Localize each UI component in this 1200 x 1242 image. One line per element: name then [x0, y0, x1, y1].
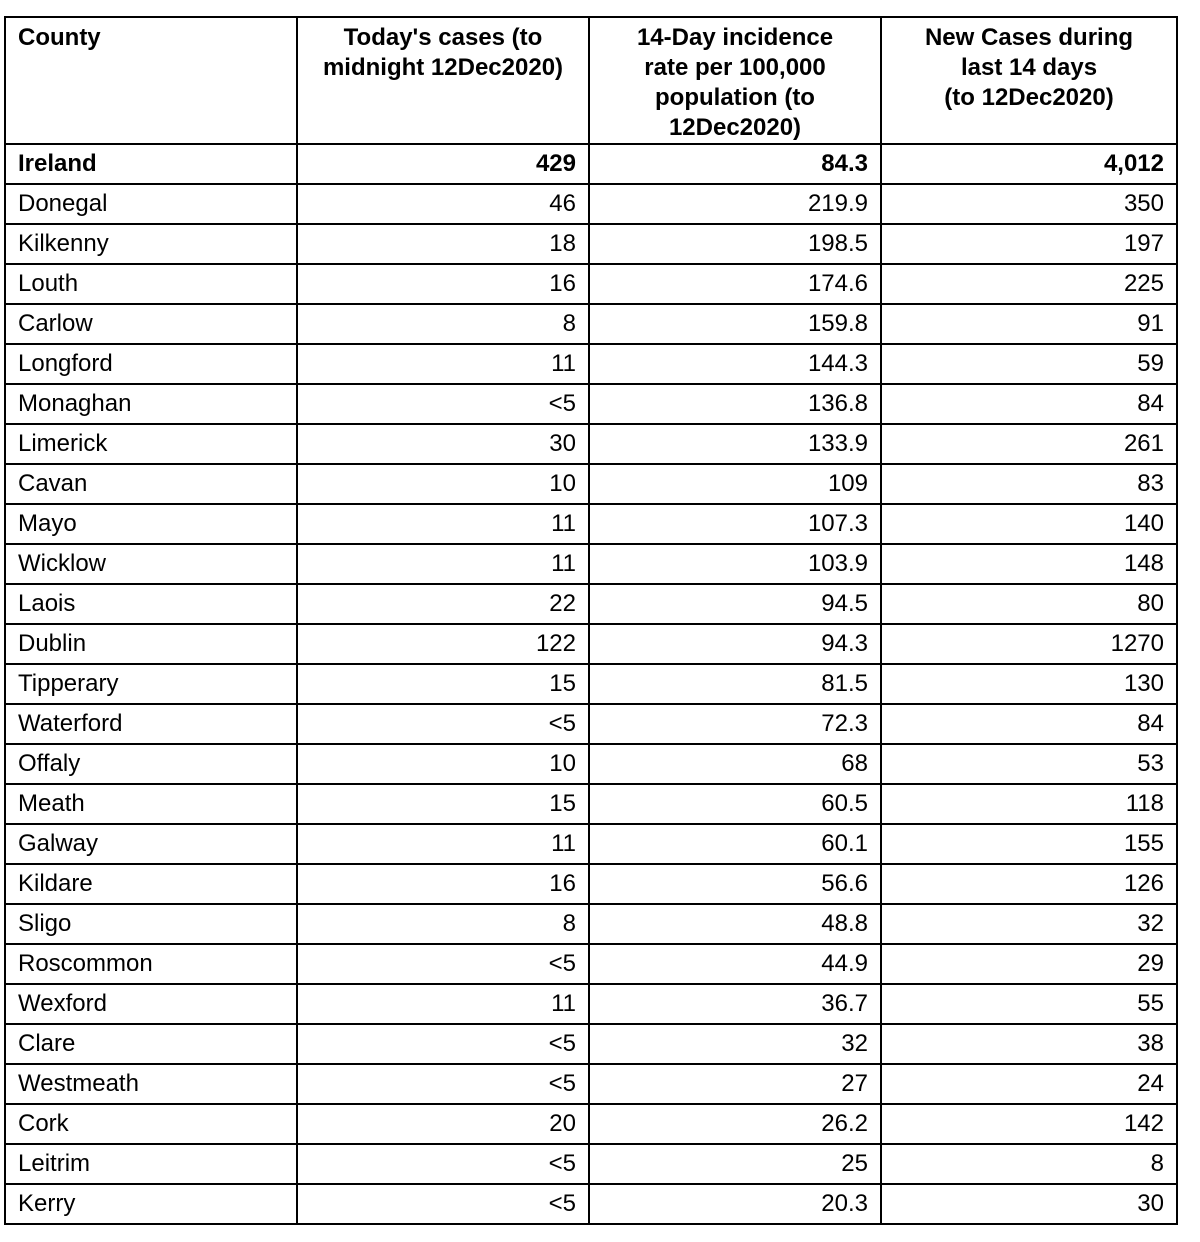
header-line: (to 12Dec2020) — [944, 84, 1114, 111]
county-cell: Kerry — [5, 1184, 297, 1224]
new-cases-cell: 1270 — [881, 624, 1177, 664]
new-cases-cell: 142 — [881, 1104, 1177, 1144]
new-cases-cell: 8 — [881, 1144, 1177, 1184]
table-row — [5, 1064, 1177, 1104]
county-cell: Dublin — [5, 624, 297, 664]
incidence-rate-cell: 133.9 — [589, 424, 881, 464]
todays-cases-cell: <5 — [297, 704, 589, 744]
table-body — [5, 144, 1177, 1224]
new-cases-cell: 24 — [881, 1064, 1177, 1104]
incidence-rate-cell: 32 — [589, 1024, 881, 1064]
incidence-rate-cell: 159.8 — [589, 304, 881, 344]
county-cell: Offaly — [5, 744, 297, 784]
county-cell: Donegal — [5, 184, 297, 224]
table-row — [5, 664, 1177, 704]
todays-cases-cell: 11 — [297, 344, 589, 384]
table-row — [5, 384, 1177, 424]
incidence-rate-cell: 20.3 — [589, 1184, 881, 1224]
county-cell: Clare — [5, 1024, 297, 1064]
county-cell: Limerick — [5, 424, 297, 464]
todays-cases-cell: 15 — [297, 784, 589, 824]
new-cases-cell: 130 — [881, 664, 1177, 704]
header-line: midnight 12Dec2020) — [322, 54, 564, 81]
incidence-rate-cell: 60.5 — [589, 784, 881, 824]
new-cases-cell: 53 — [881, 744, 1177, 784]
table-row — [5, 344, 1177, 384]
table-row — [5, 864, 1177, 904]
incidence-rate-cell: 107.3 — [589, 504, 881, 544]
header-incidence-rate — [589, 17, 881, 144]
new-cases-cell: 140 — [881, 504, 1177, 544]
incidence-rate-cell: 109 — [589, 464, 881, 504]
county-cell: Sligo — [5, 904, 297, 944]
incidence-rate-cell: 27 — [589, 1064, 881, 1104]
header-line: 14-Day incidence — [636, 24, 834, 51]
todays-cases-cell: 16 — [297, 264, 589, 304]
new-cases-cell: 118 — [881, 784, 1177, 824]
header-line: County — [18, 24, 101, 51]
todays-cases-cell: 8 — [297, 304, 589, 344]
todays-cases-cell: <5 — [297, 1064, 589, 1104]
new-cases-cell: 59 — [881, 344, 1177, 384]
incidence-rate-cell: 136.8 — [589, 384, 881, 424]
todays-cases-cell: <5 — [297, 1144, 589, 1184]
todays-cases-cell: 11 — [297, 984, 589, 1024]
todays-cases-cell: <5 — [297, 1184, 589, 1224]
incidence-rate-cell: 60.1 — [589, 824, 881, 864]
todays-cases-cell: 18 — [297, 224, 589, 264]
new-cases-cell: 29 — [881, 944, 1177, 984]
header-county — [5, 17, 297, 144]
todays-cases-cell: 20 — [297, 1104, 589, 1144]
header-line: population (to — [655, 84, 815, 111]
todays-cases-cell: 11 — [297, 504, 589, 544]
covid-county-table — [4, 16, 1178, 1225]
todays-cases-cell: 15 — [297, 664, 589, 704]
header-row — [5, 17, 1177, 144]
header-line: rate per 100,000 — [644, 54, 826, 81]
table-row — [5, 744, 1177, 784]
todays-cases-cell: <5 — [297, 944, 589, 984]
table-row — [5, 784, 1177, 824]
new-cases-cell: 84 — [881, 704, 1177, 744]
new-cases-cell: 80 — [881, 584, 1177, 624]
table-row — [5, 304, 1177, 344]
county-cell: Monaghan — [5, 384, 297, 424]
table-row-total — [5, 144, 1177, 184]
county-cell: Cork — [5, 1104, 297, 1144]
new-cases-cell: 225 — [881, 264, 1177, 304]
incidence-rate-cell: 103.9 — [589, 544, 881, 584]
table-row — [5, 944, 1177, 984]
table-row — [5, 424, 1177, 464]
header-new-cases-14-days — [881, 17, 1177, 144]
new-cases-cell: 126 — [881, 864, 1177, 904]
header-line: 12Dec2020) — [668, 114, 802, 141]
todays-cases-cell: 122 — [297, 624, 589, 664]
total-incidence-rate-cell: 84.3 — [589, 144, 881, 184]
table-row — [5, 704, 1177, 744]
new-cases-cell: 91 — [881, 304, 1177, 344]
new-cases-cell: 83 — [881, 464, 1177, 504]
header-line: New Cases during — [924, 24, 1134, 51]
county-cell: Waterford — [5, 704, 297, 744]
table-row — [5, 1024, 1177, 1064]
table-header — [5, 17, 1177, 144]
table-row — [5, 264, 1177, 304]
incidence-rate-cell: 174.6 — [589, 264, 881, 304]
county-cell: Wicklow — [5, 544, 297, 584]
new-cases-cell: 32 — [881, 904, 1177, 944]
incidence-rate-cell: 56.6 — [589, 864, 881, 904]
incidence-rate-cell: 94.3 — [589, 624, 881, 664]
todays-cases-cell: <5 — [297, 384, 589, 424]
county-cell: Kildare — [5, 864, 297, 904]
incidence-rate-cell: 25 — [589, 1144, 881, 1184]
table-row — [5, 464, 1177, 504]
new-cases-cell: 84 — [881, 384, 1177, 424]
incidence-rate-cell: 219.9 — [589, 184, 881, 224]
todays-cases-cell: 11 — [297, 824, 589, 864]
county-cell: Louth — [5, 264, 297, 304]
table-row — [5, 184, 1177, 224]
header-line: last 14 days — [960, 54, 1098, 81]
incidence-rate-cell: 48.8 — [589, 904, 881, 944]
header-todays-cases — [297, 17, 589, 144]
county-cell: Tipperary — [5, 664, 297, 704]
total-todays-cases-cell: 429 — [297, 144, 589, 184]
table-row — [5, 984, 1177, 1024]
todays-cases-cell: 46 — [297, 184, 589, 224]
new-cases-cell: 38 — [881, 1024, 1177, 1064]
todays-cases-cell: 11 — [297, 544, 589, 584]
county-cell: Cavan — [5, 464, 297, 504]
county-cell: Kilkenny — [5, 224, 297, 264]
incidence-rate-cell: 198.5 — [589, 224, 881, 264]
total-county-cell: Ireland — [5, 144, 297, 184]
incidence-rate-cell: 68 — [589, 744, 881, 784]
incidence-rate-cell: 144.3 — [589, 344, 881, 384]
table-row — [5, 224, 1177, 264]
table-row — [5, 544, 1177, 584]
incidence-rate-cell: 26.2 — [589, 1104, 881, 1144]
incidence-rate-cell: 94.5 — [589, 584, 881, 624]
county-cell: Westmeath — [5, 1064, 297, 1104]
table-row — [5, 1144, 1177, 1184]
table-row — [5, 584, 1177, 624]
table-row — [5, 504, 1177, 544]
county-cell: Wexford — [5, 984, 297, 1024]
incidence-rate-cell: 36.7 — [589, 984, 881, 1024]
todays-cases-cell: 30 — [297, 424, 589, 464]
new-cases-cell: 197 — [881, 224, 1177, 264]
covid-county-table-container — [4, 16, 1178, 1225]
new-cases-cell: 55 — [881, 984, 1177, 1024]
county-cell: Longford — [5, 344, 297, 384]
todays-cases-cell: 10 — [297, 464, 589, 504]
todays-cases-cell: 8 — [297, 904, 589, 944]
todays-cases-cell: 22 — [297, 584, 589, 624]
incidence-rate-cell: 72.3 — [589, 704, 881, 744]
county-cell: Leitrim — [5, 1144, 297, 1184]
total-new-cases-cell: 4,012 — [881, 144, 1177, 184]
incidence-rate-cell: 81.5 — [589, 664, 881, 704]
county-cell: Carlow — [5, 304, 297, 344]
todays-cases-cell: 16 — [297, 864, 589, 904]
county-cell: Meath — [5, 784, 297, 824]
table-row — [5, 1184, 1177, 1224]
county-cell: Mayo — [5, 504, 297, 544]
new-cases-cell: 155 — [881, 824, 1177, 864]
header-line: Today's cases (to — [343, 24, 543, 51]
new-cases-cell: 148 — [881, 544, 1177, 584]
new-cases-cell: 350 — [881, 184, 1177, 224]
table-row — [5, 904, 1177, 944]
new-cases-cell: 30 — [881, 1184, 1177, 1224]
todays-cases-cell: <5 — [297, 1024, 589, 1064]
table-row — [5, 624, 1177, 664]
table-row — [5, 824, 1177, 864]
county-cell: Roscommon — [5, 944, 297, 984]
incidence-rate-cell: 44.9 — [589, 944, 881, 984]
new-cases-cell: 261 — [881, 424, 1177, 464]
table-row — [5, 1104, 1177, 1144]
county-cell: Laois — [5, 584, 297, 624]
county-cell: Galway — [5, 824, 297, 864]
todays-cases-cell: 10 — [297, 744, 589, 784]
